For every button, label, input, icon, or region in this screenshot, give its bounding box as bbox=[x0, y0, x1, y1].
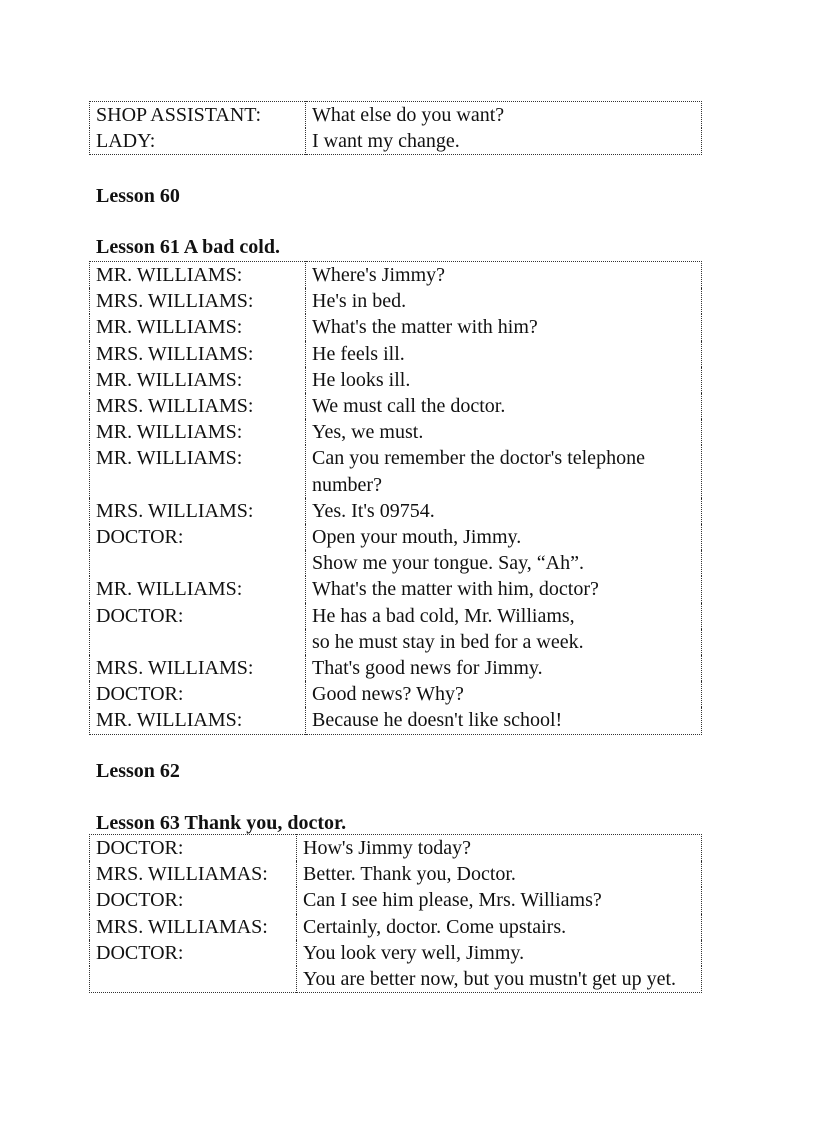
speaker-cell: MR. WILLIAMS: bbox=[90, 262, 306, 289]
table-row bbox=[90, 603, 702, 629]
line-cell: so he must stay in bed for a week. bbox=[312, 630, 584, 653]
table-row bbox=[90, 681, 702, 707]
table-row bbox=[90, 524, 702, 550]
table-row bbox=[90, 262, 702, 289]
line-cell: Good news? Why? bbox=[312, 683, 464, 706]
table-row bbox=[90, 367, 702, 393]
line-cell: He looks ill. bbox=[312, 368, 411, 391]
table-row bbox=[90, 629, 702, 655]
table-row bbox=[90, 288, 702, 314]
line-cell: I want my change. bbox=[312, 130, 460, 153]
line-cell: How's Jimmy today? bbox=[303, 837, 472, 859]
table-row bbox=[90, 419, 702, 445]
speaker-cell: DOCTOR: bbox=[90, 835, 297, 862]
line-cell: He's in bed. bbox=[312, 290, 407, 313]
table-row bbox=[90, 576, 702, 602]
speaker-cell: SHOP ASSISTANT: bbox=[90, 102, 306, 129]
speaker-cell: DOCTOR: bbox=[90, 524, 306, 550]
speaker-cell: DOCTOR: bbox=[90, 603, 306, 629]
line-cell: You are better now, but you mustn't get up yet. bbox=[303, 968, 677, 991]
line-cell: What's the matter with him, doctor? bbox=[312, 578, 599, 601]
table-row bbox=[90, 914, 702, 940]
table-row bbox=[90, 861, 702, 887]
lesson-61-heading: Lesson 61 A bad cold. bbox=[96, 236, 280, 258]
line-cell: Open your mouth, Jimmy. bbox=[312, 526, 522, 549]
speaker-cell bbox=[90, 629, 306, 655]
line-cell: Better. Thank you, Doctor. bbox=[303, 863, 516, 886]
table-row bbox=[90, 550, 702, 576]
speaker-cell: MR. WILLIAMS: bbox=[90, 445, 306, 497]
speaker-cell: MRS. WILLIAMS: bbox=[90, 288, 306, 314]
line-cell: Can you remember the doctor's telephone number? bbox=[312, 447, 645, 496]
table-row bbox=[90, 314, 702, 340]
speaker-cell: MR. WILLIAMS: bbox=[90, 707, 306, 734]
table-row bbox=[90, 341, 702, 367]
speaker-cell: MR. WILLIAMS: bbox=[90, 419, 306, 445]
speaker-cell: MRS. WILLIAMS: bbox=[90, 393, 306, 419]
table-row bbox=[90, 887, 702, 913]
line-cell: Certainly, doctor. Come upstairs. bbox=[303, 915, 567, 938]
table-row bbox=[90, 498, 702, 524]
speaker-cell: MR. WILLIAMS: bbox=[90, 367, 306, 393]
speaker-cell bbox=[90, 966, 297, 993]
line-cell: Because he doesn't like school! bbox=[312, 709, 563, 732]
line-cell: Yes. It's 09754. bbox=[312, 499, 435, 522]
speaker-cell: LADY: bbox=[90, 128, 306, 155]
speaker-cell bbox=[90, 550, 306, 576]
table-row bbox=[90, 655, 702, 681]
speaker-cell: DOCTOR: bbox=[90, 940, 297, 966]
line-cell: He feels ill. bbox=[312, 342, 405, 365]
line-cell: Show me your tongue. Say, “Ah”. bbox=[312, 552, 584, 575]
speaker-cell: MRS. WILLIAMAS: bbox=[90, 861, 297, 887]
lesson-60-heading: Lesson 60 bbox=[96, 185, 180, 207]
line-cell: Yes, we must. bbox=[312, 421, 424, 444]
speaker-cell: DOCTOR: bbox=[90, 887, 297, 913]
speaker-cell: MRS. WILLIAMS: bbox=[90, 341, 306, 367]
line-cell: What's the matter with him? bbox=[312, 316, 538, 339]
speaker-cell: MR. WILLIAMS: bbox=[90, 576, 306, 602]
speaker-cell: DOCTOR: bbox=[90, 681, 306, 707]
line-cell: That's good news for Jimmy. bbox=[312, 657, 543, 680]
table-row bbox=[90, 393, 702, 419]
dialogue-table-lesson-63 bbox=[89, 834, 702, 993]
table-row bbox=[90, 445, 702, 497]
line-cell: Where's Jimmy? bbox=[312, 264, 446, 286]
table-row bbox=[90, 707, 702, 734]
speaker-cell: MR. WILLIAMS: bbox=[90, 314, 306, 340]
table-row bbox=[90, 128, 702, 155]
speaker-cell: MRS. WILLIAMS: bbox=[90, 498, 306, 524]
table-row bbox=[90, 102, 702, 129]
table-row bbox=[90, 835, 702, 862]
lesson-63-heading: Lesson 63 Thank you, doctor. bbox=[96, 812, 347, 834]
table-row bbox=[90, 940, 702, 966]
dialogue-table-shop bbox=[89, 101, 702, 155]
speaker-cell: MRS. WILLIAMAS: bbox=[90, 914, 297, 940]
line-cell: He has a bad cold, Mr. Williams, bbox=[312, 604, 575, 627]
line-cell: Can I see him please, Mrs. Williams? bbox=[303, 889, 602, 912]
lesson-62-heading: Lesson 62 bbox=[96, 760, 180, 782]
speaker-cell: MRS. WILLIAMS: bbox=[90, 655, 306, 681]
line-cell: What else do you want? bbox=[312, 104, 505, 126]
line-cell: You look very well, Jimmy. bbox=[303, 941, 525, 964]
table-row bbox=[90, 966, 702, 993]
dialogue-table-lesson-61 bbox=[89, 261, 702, 735]
line-cell: We must call the doctor. bbox=[312, 395, 506, 418]
